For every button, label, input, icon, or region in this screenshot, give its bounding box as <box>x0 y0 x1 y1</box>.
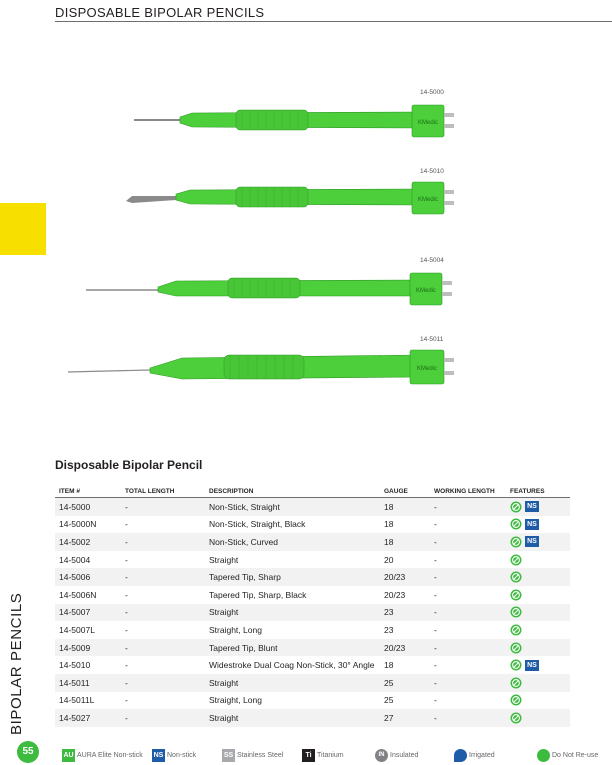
cell-working-length: - <box>430 639 506 657</box>
cell-description: Straight <box>205 674 380 692</box>
legend-item <box>375 749 418 762</box>
cell-total-length: - <box>121 692 205 710</box>
legend-label: Stainless Steel <box>237 752 284 759</box>
cell-item: 14-5010 <box>55 656 121 674</box>
legend-label: AURA Elite Non-stick <box>77 752 143 759</box>
cell-gauge: 18 <box>380 516 430 534</box>
do-not-reuse-icon <box>510 536 522 548</box>
cell-total-length: - <box>121 604 205 622</box>
legend-item <box>222 749 283 762</box>
col-header-features: FEATURES <box>506 484 570 498</box>
cell-description: Non-Stick, Straight <box>205 498 380 516</box>
cell-features <box>506 656 570 674</box>
cell-features <box>506 709 570 727</box>
section-side-title: BIPOLAR PENCILS <box>8 592 25 735</box>
cell-gauge: 20/23 <box>380 639 430 657</box>
legend-item <box>454 749 495 762</box>
cell-item: 14-5006 <box>55 568 121 586</box>
table-row <box>55 586 570 604</box>
pencil-image-14-5000 <box>130 98 490 143</box>
cell-description: Straight, Long <box>205 692 380 710</box>
do-not-reuse-icon <box>510 606 522 618</box>
page-number-badge: 55 <box>17 741 39 763</box>
pencil-label-14-5010: 14-5010 <box>420 168 444 175</box>
cell-gauge: 23 <box>380 604 430 622</box>
table-row <box>55 639 570 657</box>
cell-features <box>506 639 570 657</box>
cell-gauge: 18 <box>380 498 430 516</box>
cell-item: 14-5007 <box>55 604 121 622</box>
brand-mark: KMedic <box>417 197 439 203</box>
cell-description: Straight <box>205 604 380 622</box>
cell-total-length: - <box>121 568 205 586</box>
cell-features <box>506 621 570 639</box>
cell-item: 14-5006N <box>55 586 121 604</box>
col-header-description: DESCRIPTION <box>205 484 380 498</box>
cell-working-length: - <box>430 586 506 604</box>
irrigated-drop-icon <box>454 749 467 762</box>
cell-item: 14-5009 <box>55 639 121 657</box>
legend-badge: SS <box>222 749 235 762</box>
cell-gauge: 23 <box>380 621 430 639</box>
cell-working-length: - <box>430 656 506 674</box>
pencil-label-14-5011: 14-5011 <box>420 336 444 343</box>
pencil-label-14-5004: 14-5004 <box>420 257 444 264</box>
table-row <box>55 551 570 569</box>
legend-label: Titanium <box>317 752 344 759</box>
cell-gauge: 18 <box>380 656 430 674</box>
cell-description: Tapered Tip, Sharp, Black <box>205 586 380 604</box>
table-row <box>55 533 570 551</box>
cell-features <box>506 498 570 516</box>
do-not-reuse-icon <box>510 694 522 706</box>
cell-total-length: - <box>121 586 205 604</box>
cell-description: Non-Stick, Curved <box>205 533 380 551</box>
cell-working-length: - <box>430 533 506 551</box>
cell-description: Widestroke Dual Coag Non-Stick, 30° Angle <box>205 656 380 674</box>
cell-working-length: - <box>430 498 506 516</box>
table-row <box>55 568 570 586</box>
insulated-icon: IN <box>375 749 388 762</box>
legend-label: Non-stick <box>167 752 197 759</box>
cell-total-length: - <box>121 709 205 727</box>
cell-item: 14-5004 <box>55 551 121 569</box>
cell-working-length: - <box>430 551 506 569</box>
cell-total-length: - <box>121 551 205 569</box>
cell-features <box>506 533 570 551</box>
do-not-reuse-icon <box>510 659 522 671</box>
non-stick-badge: NS <box>525 519 539 530</box>
cell-working-length: - <box>430 692 506 710</box>
pencil-label-14-5000: 14-5000 <box>420 89 444 96</box>
cell-item: 14-5002 <box>55 533 121 551</box>
legend-badge: NS <box>152 749 165 762</box>
legend-item <box>302 749 344 762</box>
cell-features <box>506 568 570 586</box>
brand-mark: KMedic <box>415 288 437 294</box>
legend-badge: AU <box>62 749 75 762</box>
cell-gauge: 20 <box>380 551 430 569</box>
cell-gauge: 20/23 <box>380 586 430 604</box>
cell-working-length: - <box>430 621 506 639</box>
cell-description: Straight, Long <box>205 621 380 639</box>
non-stick-badge: NS <box>525 536 539 547</box>
do-not-reuse-icon <box>510 554 522 566</box>
cell-working-length: - <box>430 604 506 622</box>
cell-total-length: - <box>121 621 205 639</box>
table-title: Disposable Bipolar Pencil <box>55 458 203 472</box>
cell-total-length: - <box>121 674 205 692</box>
do-not-reuse-icon <box>510 589 522 601</box>
cell-gauge: 25 <box>380 674 430 692</box>
cell-item: 14-5011 <box>55 674 121 692</box>
cell-description: Straight <box>205 709 380 727</box>
table-row <box>55 604 570 622</box>
table-row <box>55 621 570 639</box>
cell-gauge: 27 <box>380 709 430 727</box>
pencil-image-14-5004 <box>82 266 492 311</box>
col-header-item: ITEM # <box>55 484 121 498</box>
legend-label: Insulated <box>390 752 419 759</box>
cell-features <box>506 551 570 569</box>
cell-description: Straight <box>205 551 380 569</box>
header-divider <box>55 21 612 22</box>
col-header-gauge: GAUGE <box>380 484 430 498</box>
cell-item: 14-5027 <box>55 709 121 727</box>
legend-label: Irrigated <box>469 752 495 759</box>
non-stick-badge: NS <box>525 501 539 512</box>
do-not-reuse-icon <box>510 571 522 583</box>
cell-gauge: 25 <box>380 692 430 710</box>
cell-gauge: 18 <box>380 533 430 551</box>
legend-item <box>62 749 143 762</box>
do-not-reuse-icon <box>510 677 522 689</box>
cell-features <box>506 516 570 534</box>
brand-mark: KMedic <box>416 366 438 372</box>
cell-description: Tapered Tip, Sharp <box>205 568 380 586</box>
table-row <box>55 692 570 710</box>
cell-features <box>506 604 570 622</box>
col-header-total-length: TOTAL LENGTH <box>121 484 205 498</box>
page-header-title: DISPOSABLE BIPOLAR PENCILS <box>55 5 265 20</box>
product-table <box>55 484 570 727</box>
do-not-reuse-icon <box>510 642 522 654</box>
cell-item: 14-5011L <box>55 692 121 710</box>
pencil-image-14-5011 <box>64 345 494 395</box>
non-stick-badge: NS <box>525 660 539 671</box>
do-not-reuse-icon <box>510 518 522 530</box>
do-not-reuse-icon <box>537 749 550 762</box>
do-not-reuse-icon <box>510 712 522 724</box>
cell-total-length: - <box>121 639 205 657</box>
cell-features <box>506 674 570 692</box>
legend-item <box>152 749 196 762</box>
cell-item: 14-5000N <box>55 516 121 534</box>
brand-mark: KMedic <box>417 120 439 126</box>
cell-gauge: 20/23 <box>380 568 430 586</box>
cell-item: 14-5007L <box>55 621 121 639</box>
cell-total-length: - <box>121 656 205 674</box>
cell-total-length: - <box>121 533 205 551</box>
cell-working-length: - <box>430 568 506 586</box>
pencil-image-14-5010 <box>120 175 490 220</box>
cell-item: 14-5000 <box>55 498 121 516</box>
table-row <box>55 674 570 692</box>
table-row <box>55 656 570 674</box>
cell-working-length: - <box>430 674 506 692</box>
col-header-working-length: WORKING LENGTH <box>430 484 506 498</box>
do-not-reuse-icon <box>510 624 522 636</box>
section-color-tab <box>0 203 46 255</box>
cell-description: Tapered Tip, Blunt <box>205 639 380 657</box>
table-row <box>55 709 570 727</box>
cell-description: Non-Stick, Straight, Black <box>205 516 380 534</box>
do-not-reuse-icon <box>510 501 522 513</box>
legend-badge: Ti <box>302 749 315 762</box>
legend-label: Do Not Re-use <box>552 752 599 759</box>
table-header-row <box>55 484 570 498</box>
features-legend <box>62 749 607 765</box>
legend-item <box>537 749 598 762</box>
cell-total-length: - <box>121 516 205 534</box>
cell-total-length: - <box>121 498 205 516</box>
cell-working-length: - <box>430 516 506 534</box>
cell-working-length: - <box>430 709 506 727</box>
table-row <box>55 498 570 516</box>
cell-features <box>506 692 570 710</box>
cell-features <box>506 586 570 604</box>
table-row <box>55 516 570 534</box>
